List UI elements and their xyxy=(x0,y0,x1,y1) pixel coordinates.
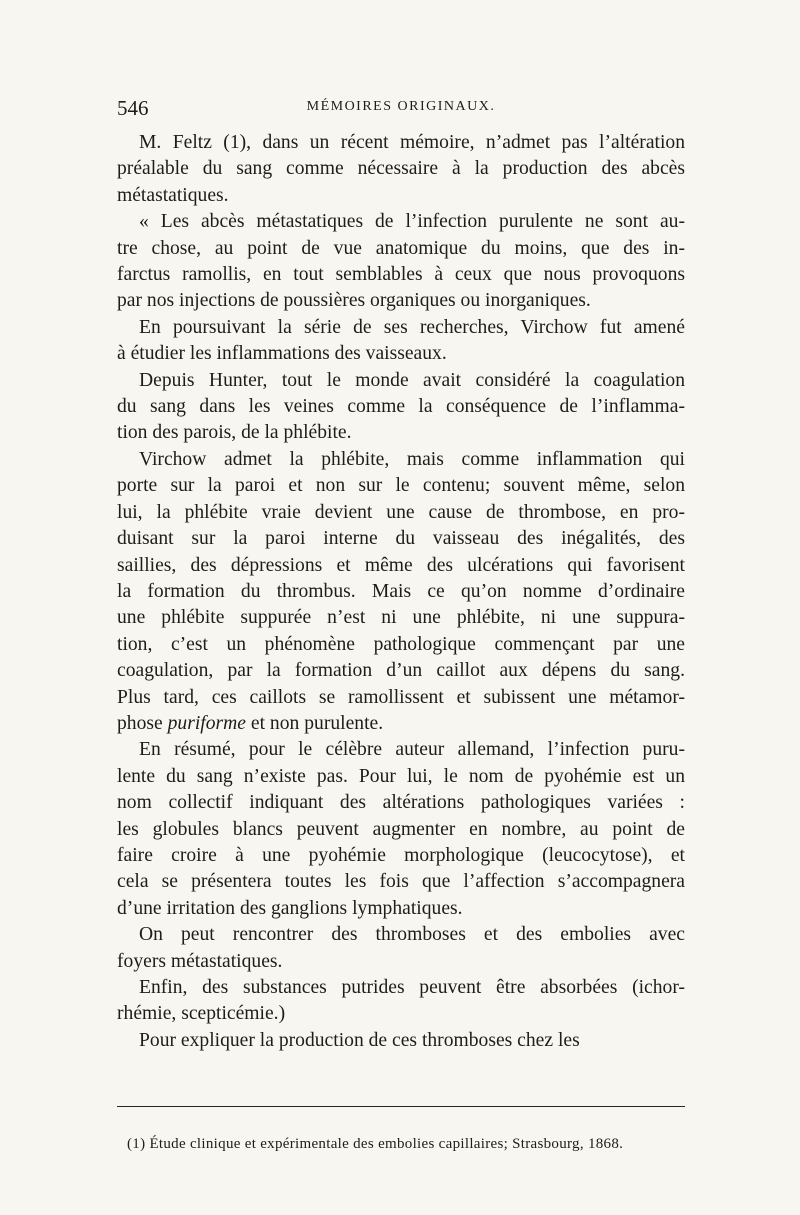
text-line: Depuis Hunter, tout le monde avait considéré la coagulation xyxy=(139,369,685,391)
paragraph xyxy=(117,209,685,315)
text-line: Pour expliquer la production de ces thromboses chez les xyxy=(139,1029,580,1051)
page-number: 546 xyxy=(117,96,149,120)
text-line: faire croire à une pyohémie morphologique (leucocytose), et xyxy=(117,844,685,866)
text-line: une phlébite suppurée n’est ni une phlébite, ni une suppura- xyxy=(117,607,685,629)
text-line: On peut rencontrer des thromboses et des embolies avec xyxy=(139,924,685,946)
paragraph xyxy=(117,1028,685,1054)
text-line: la formation du thrombus. Mais ce qu’on nomme d’ordinaire xyxy=(117,580,685,602)
paragraph xyxy=(117,130,685,209)
text-line: lente du sang n’existe pas. Pour lui, le nom de pyohémie est un xyxy=(117,765,685,787)
page-header xyxy=(117,96,685,124)
text-line: En résumé, pour le célèbre auteur allemand, l’infection puru- xyxy=(139,739,685,761)
text-line: d’une irritation des ganglions lymphatiques. xyxy=(117,897,463,919)
paragraph xyxy=(117,922,685,975)
paragraph xyxy=(117,737,685,922)
paragraph xyxy=(117,368,685,447)
text-line: M. Feltz (1), dans un récent mémoire, n’admet pas l’altération xyxy=(139,132,685,153)
text-line: Plus tard, ces caillots se ramollissent et subissent une métamor- xyxy=(117,686,685,708)
text-line: tre chose, au point de vue anatomique du moins, que des in- xyxy=(117,237,685,259)
text-line: métastatiques. xyxy=(117,184,229,206)
text-line: saillies, des dépressions et même des ulcérations qui favorisent xyxy=(117,554,685,576)
footnote-rule xyxy=(117,1106,685,1107)
text-line: duisant sur la paroi interne du vaisseau des inégalités, des xyxy=(117,528,685,550)
text-line: Virchow admet la phlébite, mais comme inflammation qui xyxy=(139,448,685,470)
running-title: MÉMOIRES ORIGINAUX. xyxy=(306,99,496,114)
text-line: farctus ramollis, en tout semblables à ceux que nous provoquons xyxy=(117,264,685,286)
text-line: coagulation, par la formation d’un caillot aux dépens du sang. xyxy=(117,660,685,682)
text-line: à étudier les inflammations des vaisseaux. xyxy=(117,343,447,365)
paragraph xyxy=(117,447,685,737)
text-line: par nos injections de poussières organiques ou inorganiques. xyxy=(117,290,591,312)
text-line: rhémie, scepticémie.) xyxy=(117,1003,286,1025)
body-text xyxy=(117,130,685,1054)
paragraph xyxy=(117,315,685,368)
text-line: lui, la phlébite vraie devient une cause de thrombose, en pro- xyxy=(117,501,685,523)
text-line: les globules blancs peuvent augmenter en nombre, au point de xyxy=(117,818,685,840)
emphasis: puriforme xyxy=(167,712,246,734)
text-line: Enfin, des substances putrides peuvent être absorbées (ichor- xyxy=(139,977,685,998)
text-line: porte sur la paroi et non sur le contenu; souvent même, selon xyxy=(117,475,685,497)
text-line: nom collectif indiquant des altérations pathologiques variées : xyxy=(117,792,685,814)
text-line: du sang dans les veines comme la conséquence de l’inflamma- xyxy=(117,396,685,418)
footnote: (1) Étude clinique et expérimentale des embolies capillaires; Strasbourg, 1868. xyxy=(127,1136,624,1152)
text-line: cela se présentera toutes les fois que l’affection s’accompagnera xyxy=(117,871,685,893)
text-line: « Les abcès métastatiques de l’infection purulente ne sont au- xyxy=(139,211,685,233)
text-line: tion des parois, de la phlébite. xyxy=(117,422,352,444)
paragraph xyxy=(117,975,685,1028)
text-line: phose puriforme et non purulente. xyxy=(117,712,384,734)
text-line: tion, c’est un phénomène pathologique commençant par une xyxy=(117,633,685,655)
text-line: préalable du sang comme nécessaire à la production des abcès xyxy=(117,158,685,180)
text-line: foyers métastatiques. xyxy=(117,950,283,972)
text-line: En poursuivant la série de ses recherches, Virchow fut amené xyxy=(139,316,685,338)
